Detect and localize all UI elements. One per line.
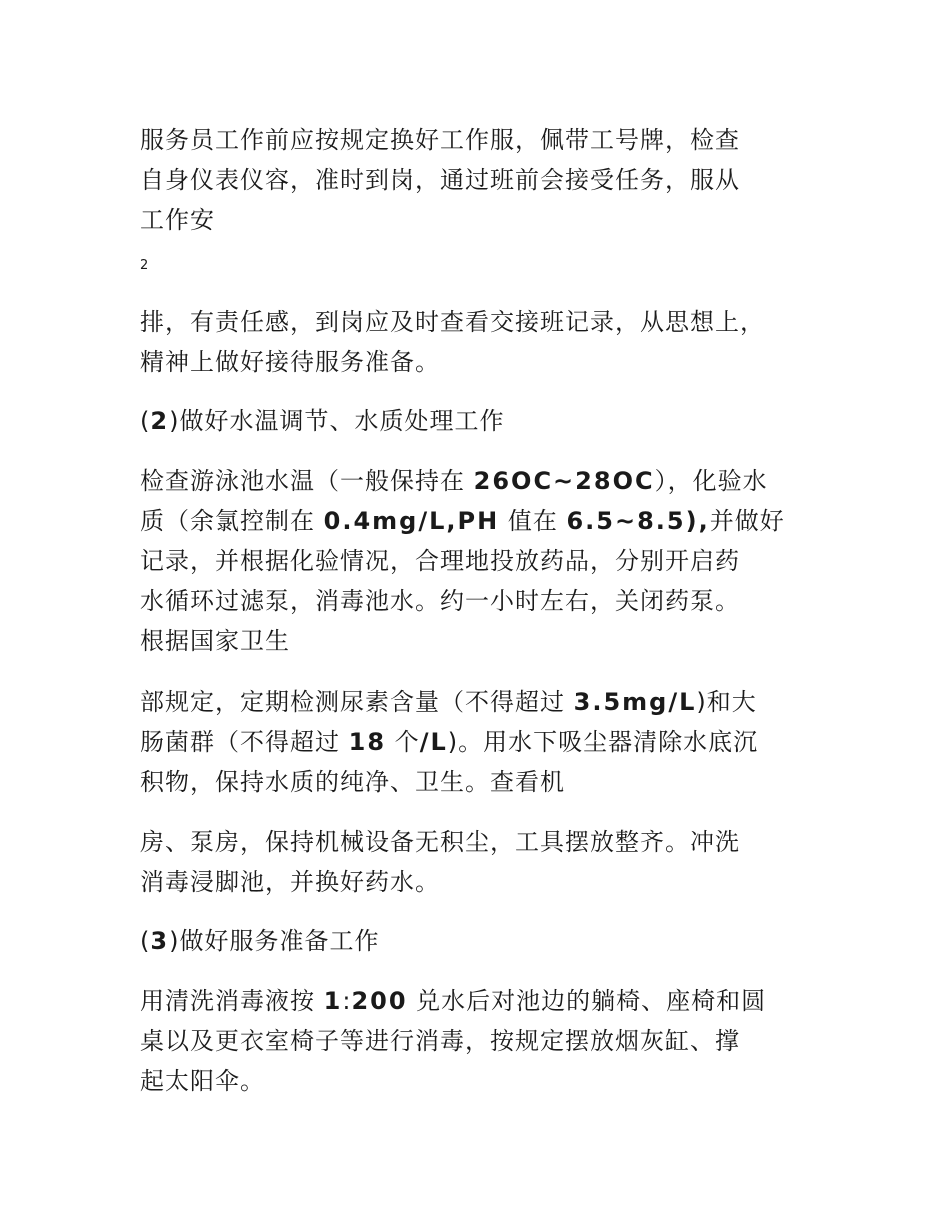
text-line: 自身仪表仪容，准时到岗，通过班前会接受任务，服从: [140, 166, 740, 194]
text-line: 记录，并根据化验情况，合理地投放药品，分别开启药: [140, 547, 740, 575]
text-line: 房、泵房，保持机械设备无积尘，工具摆放整齐。冲洗: [140, 828, 740, 856]
section-heading-2: [140, 401, 820, 441]
text-run: 检查游泳池水温（一般保持在: [140, 467, 474, 495]
heading-number: 2: [150, 407, 170, 435]
urea-limit: 3.5mg/L: [573, 688, 697, 716]
text-line: 根据国家卫生: [140, 627, 290, 655]
text-run: :: [342, 987, 352, 1015]
paragraph-machine-room: [140, 822, 820, 902]
text-run: 个: [386, 728, 420, 756]
heading-line: (3)做好服务准备工作: [140, 927, 380, 955]
text-line: [140, 461, 820, 501]
ph-range: 6.5~8.5): [566, 507, 699, 535]
text-line: [140, 722, 820, 762]
heading-text: 做好水温调节、水质处理工作: [179, 407, 505, 435]
coliform-limit: 18: [348, 728, 387, 756]
text-run: 并做好: [709, 507, 785, 535]
paragraph-hygiene-inspection: [140, 682, 820, 802]
paragraph-responsibility: [140, 302, 820, 382]
text-line: 排，有责任感，到岗应及时查看交接班记录，从思想上，: [140, 308, 765, 336]
text-run: 用清洗消毒液按: [140, 987, 324, 1015]
text-run: )和大: [696, 688, 757, 716]
paragraph-water-quality: [140, 461, 820, 661]
text-line: 消毒浸脚池，并换好药水。: [140, 868, 440, 896]
text-line: 积物，保持水质的纯净、卫生。查看机: [140, 768, 565, 796]
ratio-part: 1: [323, 987, 343, 1015]
ratio-part: 200: [351, 987, 408, 1015]
chlorine-value: 0.4mg/L,PH: [323, 507, 500, 535]
text-line: 精神上做好接待服务准备。: [140, 348, 440, 376]
text-run: ），化验水: [654, 467, 768, 495]
text-run: 兑水后对池边的躺椅、座椅和圆: [407, 987, 767, 1015]
text-run: 值在: [499, 507, 567, 535]
unit: /L: [419, 728, 448, 756]
text-run: )。用水下吸尘器清除水底沉: [447, 728, 759, 756]
text-line: [140, 981, 820, 1021]
text-line: 服务员工作前应按规定换好工作服，佩带工号牌，检查: [140, 126, 740, 154]
section-heading-3: [140, 921, 820, 961]
text-line: 水循环过滤泵，消毒池水。约一小时左右，关闭药泵。: [140, 587, 740, 615]
text-line: 桌以及更衣室椅子等进行消毒，按规定摆放烟灰缸、撑: [140, 1027, 740, 1055]
paragraph-service-prep: [140, 981, 820, 1101]
text-line: [140, 682, 820, 722]
text-line: [140, 501, 820, 541]
temperature-range: 26OC~28OC: [473, 467, 655, 495]
text-run: 质（余氯控制在: [140, 507, 324, 535]
text-line: 起太阳伞。: [140, 1067, 265, 1095]
paragraph-staff-preparation: [140, 120, 820, 240]
heading-line: (2)做好水温调节、水质处理工作: [140, 407, 505, 435]
text-run: 肠菌群（不得超过: [140, 728, 349, 756]
text-run: 部规定，定期检测尿素含量（不得超过: [140, 688, 574, 716]
heading-text: 做好服务准备工作: [179, 927, 380, 955]
text-run: ,: [698, 507, 710, 535]
page-number: 2: [140, 258, 149, 273]
text-line: 工作安: [140, 206, 215, 234]
heading-number: 3: [150, 927, 170, 955]
